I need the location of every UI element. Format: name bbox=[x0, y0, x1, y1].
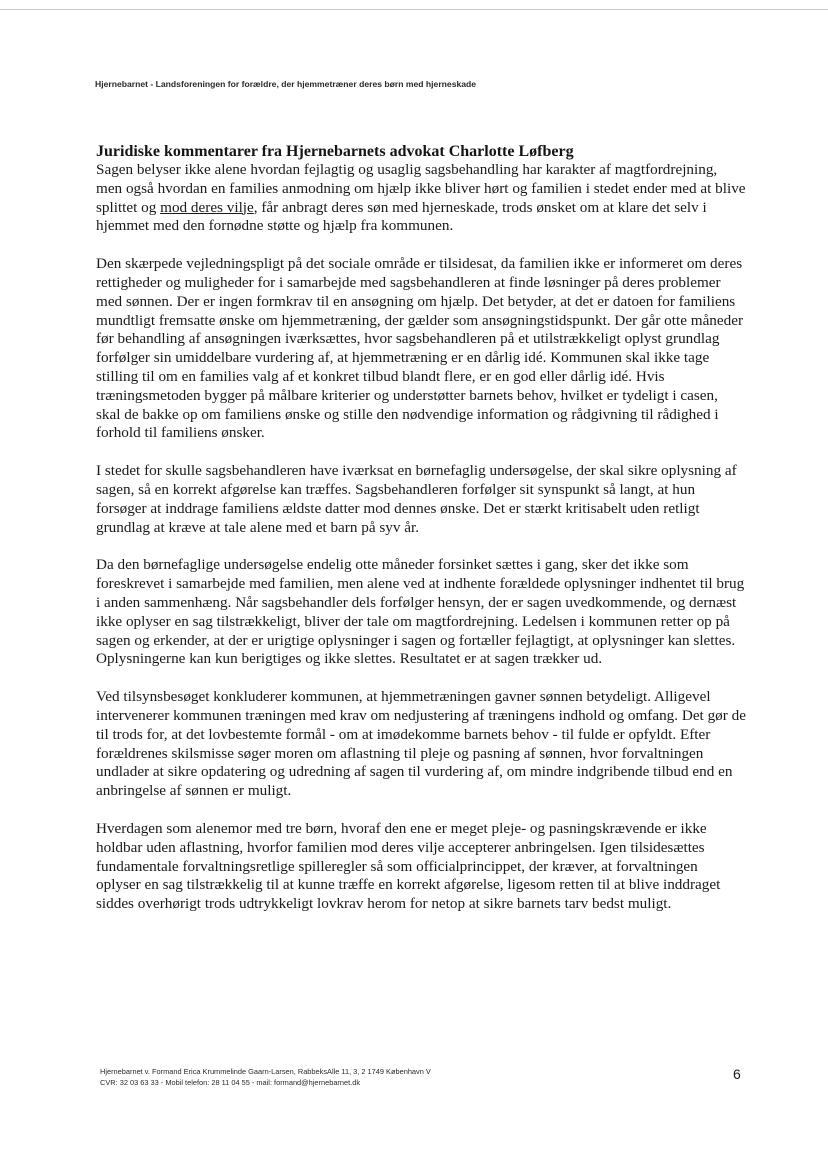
paragraph-2: Den skærpede vejledningspligt på det sociale område er tilsidesat, da familien ikke er informeret om deres rettigheder og muligheder for i samarbejde med sagsbehandleren at finde løsninger på deres problemer med sønnen. Der er ingen formkrav til en ansøgning om hjælp. Det betyder, at det er datoen for familiens mundtligt fremsatte ønske om hjemmetræning, der gælder som ansøgningstidspunkt. Der går otte måneder før behandling af ansøgningen iværksættes, hvor sagsbehandleren på et utilstrækkeligt oplyst grundlag forfølger sin umiddelbare vurdering af, at hjemmetræning er en dårlig idé. Kommunen skal ikke tage stilling til om en families valg af et konkret tilbud blandt flere, er en god eller dårlig idé. Hvis træningsmetoden bygger på målbare kriterier og understøtter barnets behov, hvilket er tydeligt i casen, skal de bakke op om familiens ønske og stille den nødvendige information og rådgivning til rådighed i forhold til familiens ønsker. bbox=[96, 255, 744, 442]
page-footer bbox=[100, 1066, 431, 1088]
paragraph-1-text-end: , får anbragt deres søn med hjerneskade, trods ønsket om at klare det selv i hjemmet med den fornødne støtte og hjælp fra kommunen. bbox=[96, 198, 707, 235]
document-body bbox=[96, 142, 746, 933]
document-title: Juridiske kommentarer fra Hjernebarnets advokat Charlotte Løfberg bbox=[96, 143, 574, 160]
top-divider bbox=[0, 9, 828, 10]
underlined-phrase: mod deres vilje bbox=[160, 198, 254, 216]
paragraph-3: I stedet for skulle sagsbehandleren have iværksat en børnefaglig undersøgelse, der skal sikre oplysning af sagen, så en korrekt afgørelse kan træffes. Sagsbehandleren forfølger sit synspunkt så langt, at hun forsøger at inddrage familiens ældste datter mod dennes ønske. Det er stærkt kritisabelt uden retligt grundlag at kræve at tale alene med et barn på syv år. bbox=[96, 462, 737, 536]
paragraph-6: Hverdagen som alenemor med tre børn, hvoraf den ene er meget pleje- og pasningskrævende er ikke holdbar uden aflastning, hvorfor familien mod deres vilje accepterer anbringelsen. Igen tilsidesættes fundamentale forvaltningsretlige spilleregler så som officialprincippet, der kræver, at forvaltningen oplyser en sag tilstrækkelig til at kunne træffe en korrekt afgørelse, ligesom retten til at blive inddraget siddes overhørigt trods udtrykkeligt lovkrav herom for netop at sikre barnets tarv bedst muligt. bbox=[96, 819, 721, 913]
page-header: Hjernebarnet - Landsforeningen for forældre, der hjemmetræner deres børn med hjerneskade bbox=[95, 79, 477, 89]
paragraph-1-text: Sagen belyser ikke alene hvordan fejlagtig og usaglig sagsbehandling har karakter af magtfordrejning, men også hvordan en families anmodning om hjælp ikke bliver hørt og familien i stedet ender med at blive splittet og bbox=[96, 161, 746, 216]
paragraph-5: Ved tilsynsbesøget konkluderer kommunen, at hjemmetræningen gavner sønnen betydeligt. Alligevel intervenerer kommunen træningen med krav om nedjustering af træningens indhold og omfang. Det gør de til trods for, at det lovbestemte formål - om at imødekomme barnets behov - til fulde er opfyldt. Efter forældrenes skilsmisse søger moren om aflastning til pleje og pasning af sønnen, hvor forvaltningen undlader at sikre opdatering og udredning af sagen til vurdering af, om mindre indgribende tilbud end en anbringelse af sønnen er muligt. bbox=[96, 688, 746, 800]
paragraph-4: Da den børnefaglige undersøgelse endelig otte måneder forsinket sættes i gang, sker det ikke som foreskrevet i samarbejde med familien, men alene ved at indhente forældede oplysninger indhentet til brug i anden sammenhæng. Når sagsbehandler dels forfølger hensyn, der er sagen uvedkommende, og dernæst ikke oplyser en sag tilstrækkeligt, bliver der tale om magtfordrejning. Ledelsen i kommunen retter op på sagen og erkender, at der er urigtige oplysninger i sagen og fortæller fejlagtigt, at oplysninger kan slettes. Oplysningerne kan kun berigtiges og ikke slettes. Resultatet er at sagen trækker ud. bbox=[96, 556, 745, 668]
paragraph-1 bbox=[96, 161, 746, 236]
footer-address: Hjernebarnet v. Formand Erica Krummelinde Gaarn-Larsen, RabbeksAlle 11, 3, 2 1749 København V bbox=[100, 1067, 431, 1076]
footer-contact: CVR: 32 03 63 33 - Mobil telefon: 28 11 04 55 - mail: formand@hjernebarnet.dk bbox=[100, 1078, 361, 1087]
page-number: 6 bbox=[733, 1066, 741, 1082]
